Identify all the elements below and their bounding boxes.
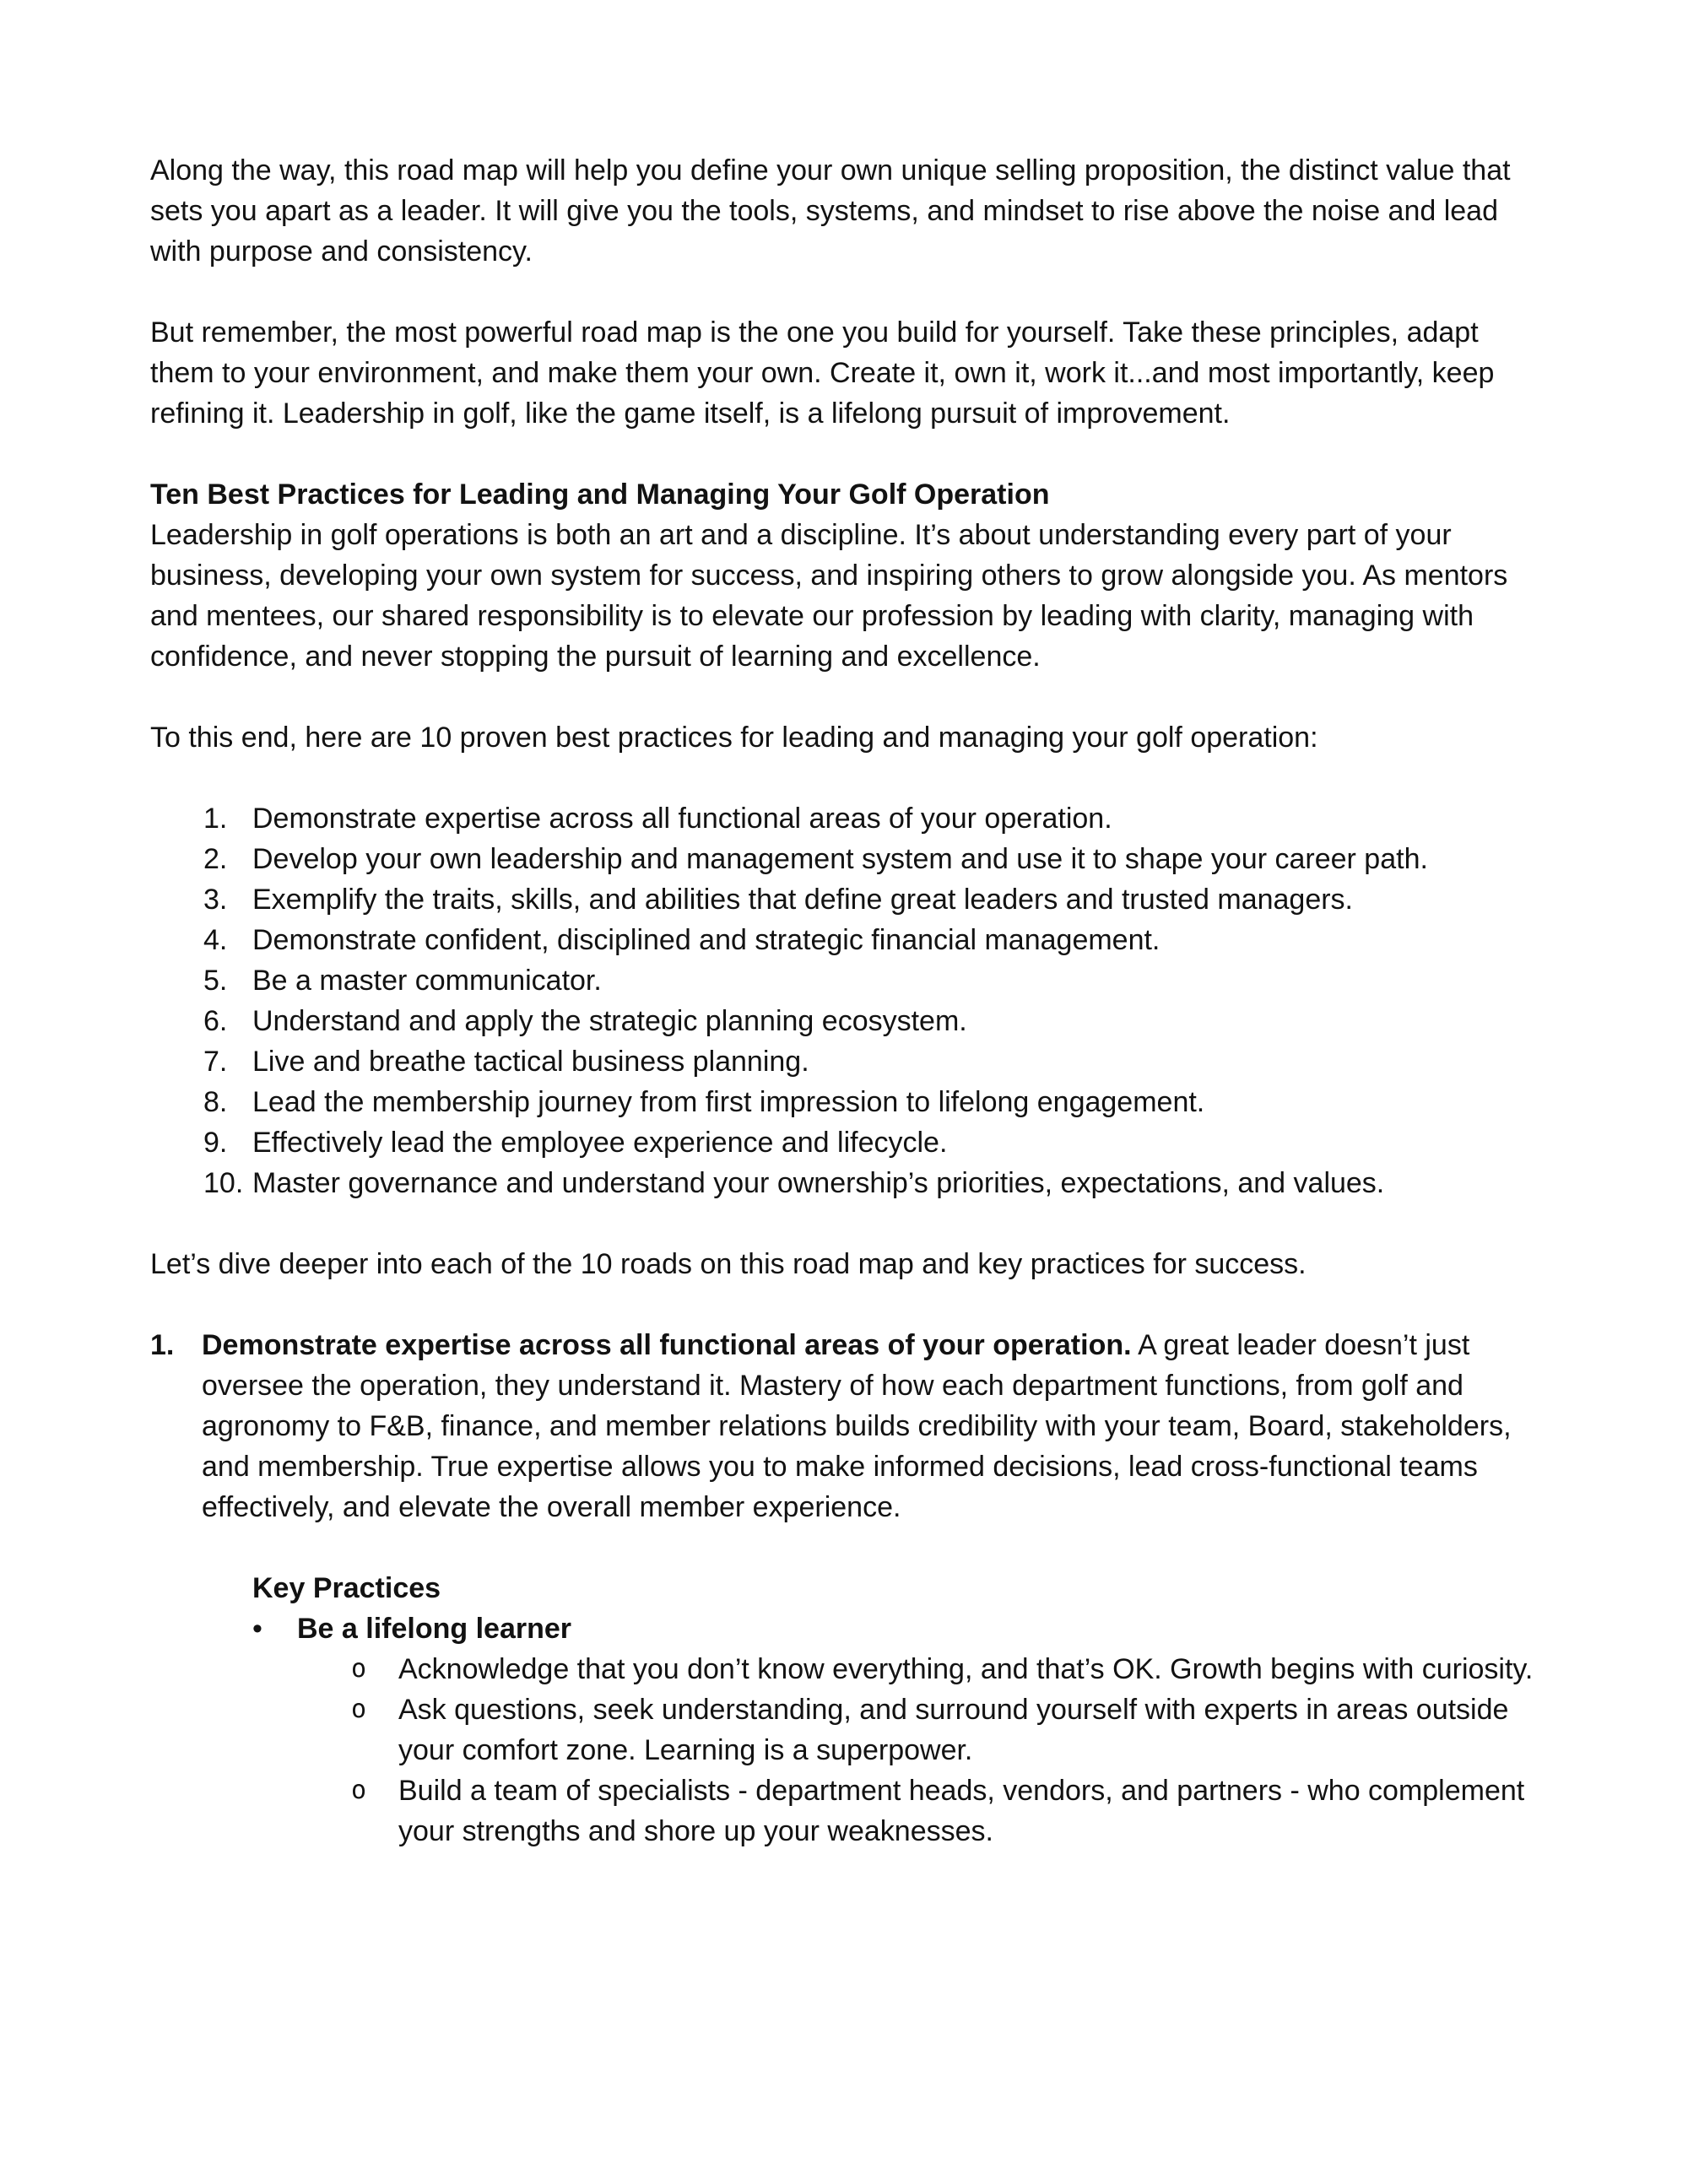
sub-bullet-text: Build a team of specialists - department heads, vendors, and partners - who complement your strengths and shore up your weaknesses. <box>398 1775 1525 1847</box>
list-number: 3. <box>203 884 228 916</box>
list-number: 1. <box>203 803 228 835</box>
paragraph-list-intro: To this end, here are 10 proven best practices for leading and managing your golf operation: <box>150 722 1318 754</box>
list-number: 4. <box>203 924 228 956</box>
best-practice-item <box>150 1122 1536 1163</box>
circle-bullet-marker: o <box>351 1654 367 1684</box>
key-practices-heading: Key Practices <box>252 1572 441 1604</box>
paragraph-dive-deeper: Let’s dive deeper into each of the 10 roads on this road map and key practices for success. <box>150 1248 1307 1280</box>
best-practice-item <box>150 839 1536 879</box>
list-item-text: Master governance and understand your ownership’s priorities, expectations, and values. <box>252 1167 1385 1199</box>
list-number: 7. <box>203 1046 228 1078</box>
paragraph-build-your-own: But remember, the most powerful road map is the one you build for yourself. Take these principles, adapt them to your environment, and make them your own. Create it, own it, work it...and most importantly, keep refining it. Leadership in golf, like the game itself, is a lifelong pursuit of improvement. <box>150 316 1495 430</box>
practice-1-detail <box>150 1325 1536 1527</box>
list-number: 1. <box>150 1329 175 1361</box>
paragraph-leadership-intro: Leadership in golf operations is both an art and a discipline. It’s about understanding every part of your business, developing your own system for success, and inspiring others to grow alongside you. As mentors and mentees, our shared responsibility is to elevate our profession by leading with clarity, managing with confidence, and never stopping the pursuit of learning and excellence. <box>150 519 1508 673</box>
best-practices-list <box>150 798 1536 1203</box>
list-number: 10. <box>203 1167 244 1199</box>
best-practice-item <box>150 920 1536 960</box>
section-heading: Ten Best Practices for Leading and Managing Your Golf Operation <box>150 478 1050 511</box>
list-number: 6. <box>203 1005 228 1037</box>
list-item-text: Develop your own leadership and management system and use it to shape your career path. <box>252 843 1428 875</box>
circle-bullet-marker: o <box>351 1695 367 1724</box>
best-practice-item <box>150 798 1536 839</box>
practice-1-detail-text <box>202 1325 1536 1527</box>
best-practice-item <box>150 1041 1536 1082</box>
best-practice-item <box>150 960 1536 1001</box>
key-practice-title: Be a lifelong learner <box>297 1613 571 1645</box>
list-number: 5. <box>203 965 228 997</box>
key-practice-bullet <box>252 1608 1536 1649</box>
best-practice-item <box>150 879 1536 920</box>
list-number: 2. <box>203 843 228 875</box>
bullet-marker: • <box>252 1613 262 1645</box>
sub-bullet-text: Ask questions, seek understanding, and surround yourself with experts in areas outside your comfort zone. Learning is a superpower. <box>398 1694 1509 1766</box>
best-practice-item <box>150 1163 1536 1203</box>
list-item-text: Lead the membership journey from first impression to lifelong engagement. <box>252 1086 1205 1118</box>
list-item-text: Understand and apply the strategic planning ecosystem. <box>252 1005 967 1037</box>
practice-1-lead-bold: Demonstrate expertise across all functional areas of your operation. <box>202 1329 1132 1361</box>
circle-bullet-marker: o <box>351 1776 367 1805</box>
list-item-text: Be a master communicator. <box>252 965 602 997</box>
best-practice-item <box>150 1082 1536 1122</box>
list-item-text: Demonstrate confident, disciplined and strategic financial management. <box>252 924 1160 956</box>
paragraph-roadmap-value: Along the way, this road map will help you define your own unique selling proposition, the distinct value that sets you apart as a leader. It will give you the tools, systems, and mindset to rise above the noise and lead with purpose and consistency. <box>150 154 1511 268</box>
sub-bullet-item <box>351 1649 1536 1689</box>
sub-bullet-item <box>351 1689 1536 1770</box>
sub-bullet-text: Acknowledge that you don’t know everything, and that’s OK. Growth begins with curiosity. <box>398 1653 1534 1685</box>
practice-1-lead-rest: A great leader doesn’t just oversee the operation, they understand it. Mastery of how each department functions, from golf and agronomy to F&B, finance, and member relations builds credibility with your team, Board, stakeholders, and membership. True expertise allows you to make informed decisions, lead cross-functional teams effectively, and elevate the overall member experience. <box>202 1329 1512 1523</box>
list-number: 9. <box>203 1127 228 1159</box>
list-item-text: Demonstrate expertise across all functional areas of your operation. <box>252 803 1112 835</box>
list-item-text: Live and breathe tactical business planning. <box>252 1046 809 1078</box>
best-practice-item <box>150 1001 1536 1041</box>
list-item-text: Effectively lead the employee experience and lifecycle. <box>252 1127 948 1159</box>
list-number: 8. <box>203 1086 228 1118</box>
sub-bullet-item <box>351 1770 1536 1852</box>
list-item-text: Exemplify the traits, skills, and abilities that define great leaders and trusted managers. <box>252 884 1354 916</box>
